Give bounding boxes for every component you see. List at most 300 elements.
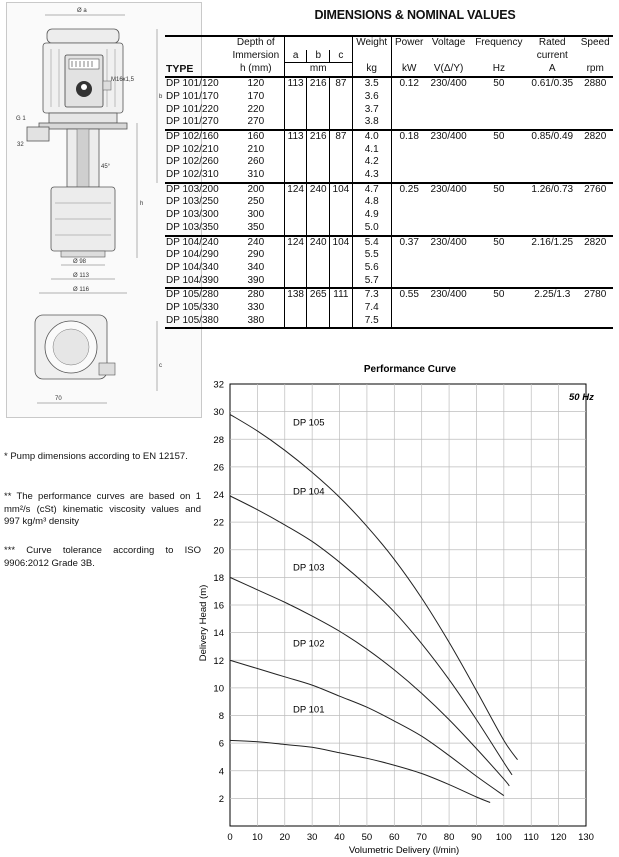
x-tick-label: 50: [361, 832, 373, 843]
speed-cell: 2820: [584, 130, 607, 142]
weight-cell: 4.3: [352, 169, 391, 183]
type-cell: DP 103/200: [166, 183, 219, 195]
b-cell: 240: [307, 183, 330, 197]
c-cell: [330, 275, 353, 289]
speed-cell: [577, 222, 613, 236]
voltage-cell: 230/400: [430, 289, 467, 301]
voltage-cell: [427, 302, 471, 315]
x-axis-label: Volumetric Delivery (l/min): [348, 845, 460, 856]
b-cell: [307, 156, 330, 169]
weight-cell: 7.5: [352, 315, 391, 329]
type-cell: DP 101/170: [166, 90, 219, 102]
type-cell: DP 104/240: [166, 236, 219, 248]
speed-cell: 2820: [584, 236, 607, 248]
y-tick-label: 24: [213, 490, 224, 501]
header-row-3: [165, 63, 613, 77]
a-cell: [284, 315, 307, 329]
c-cell: [330, 262, 353, 275]
b-cell: [307, 249, 330, 262]
power-cell: 0.55: [399, 289, 419, 301]
current-cell: [527, 275, 577, 289]
weight-cell: 7.3: [352, 288, 391, 302]
depth-cell: 210: [228, 144, 285, 157]
weight-cell: 7.4: [352, 302, 391, 315]
weight-cell: 5.0: [352, 222, 391, 236]
power-cell: [391, 275, 426, 289]
type-cell: DP 103/300: [166, 209, 219, 221]
current-cell: 2.25/1.3: [534, 289, 571, 301]
type-cell: DP 102/260: [166, 156, 219, 168]
depth-cell: 310: [228, 169, 285, 183]
depth-header: Depth of: [228, 36, 285, 50]
a-cell: [284, 262, 307, 275]
frequency-cell: [471, 91, 528, 104]
depth-unit: h (mm): [228, 63, 285, 77]
frequency-cell: [471, 275, 528, 289]
voltage-cell: [427, 249, 471, 262]
depth-cell: 170: [228, 91, 285, 104]
speed-header: Speed: [580, 37, 610, 48]
power-cell: [391, 104, 426, 117]
a-cell: [284, 104, 307, 117]
x-tick-label: 110: [523, 832, 539, 843]
speed-unit: rpm: [586, 63, 604, 75]
type-cell: DP 103/250: [166, 196, 219, 208]
thread-label: M16x1,5: [111, 77, 135, 83]
weight-cell: 5.4: [352, 236, 391, 250]
table-row: [165, 196, 613, 209]
current-cell: 1.26/0.73: [531, 183, 574, 195]
y-tick-label: 8: [218, 711, 224, 722]
d116-label: Ø 116: [73, 287, 89, 293]
current-cell: 2.16/1.25: [531, 236, 574, 248]
c-cell: [330, 156, 353, 169]
depth-cell: 200: [228, 183, 285, 197]
a-cell: [284, 302, 307, 315]
y-tick-label: 4: [218, 766, 224, 778]
frequency-annotation: 50 Hz: [569, 392, 594, 403]
speed-cell: [577, 144, 613, 157]
voltage-cell: [427, 262, 471, 275]
current-header-2: current: [536, 49, 568, 61]
voltage-cell: [427, 116, 471, 130]
frequency-cell: 50: [493, 289, 505, 301]
frequency-cell: [471, 196, 528, 209]
power-cell: 0.25: [399, 183, 419, 195]
current-header: Rated: [538, 37, 566, 48]
a-cell: [284, 156, 307, 169]
speed-cell: [577, 302, 613, 315]
c-cell: [330, 144, 353, 157]
power-cell: [391, 302, 426, 315]
table-row: [165, 315, 613, 329]
series-label: DP 103: [292, 562, 325, 574]
power-cell: [391, 222, 426, 236]
dim-a-label: Ø a: [77, 8, 87, 14]
b-cell: [307, 169, 330, 183]
current-cell: [527, 209, 577, 222]
x-tick-label: 30: [306, 832, 318, 843]
c-cell: [330, 91, 353, 104]
g-label: G 1: [16, 116, 26, 122]
table-row: [165, 222, 613, 236]
x-tick-label: 100: [495, 832, 512, 843]
b-cell: 265: [307, 288, 330, 302]
table-row: [165, 169, 613, 183]
series-line-dp-104: [230, 496, 512, 775]
speed-cell: 2760: [584, 183, 607, 195]
depth-cell: 380: [228, 315, 285, 329]
table-row: [165, 262, 613, 275]
c-cell: [330, 209, 353, 222]
dim-h-label: h: [140, 201, 144, 207]
y-tick-label: 2: [218, 793, 224, 805]
current-cell: [527, 91, 577, 104]
weight-cell: 4.2: [352, 156, 391, 169]
performance-chart: [196, 360, 616, 857]
a-cell: [284, 196, 307, 209]
weight-cell: 3.7: [352, 104, 391, 117]
power-cell: 0.18: [399, 130, 419, 142]
speed-cell: [577, 116, 613, 130]
c-cell: 104: [330, 183, 353, 197]
current-cell: [527, 262, 577, 275]
weight-cell: 5.5: [352, 249, 391, 262]
depth-cell: 250: [228, 196, 285, 209]
table-row: [165, 144, 613, 157]
y-tick-label: 16: [213, 600, 224, 612]
frequency-unit: Hz: [492, 63, 505, 75]
c-cell: 87: [330, 77, 353, 91]
depth-cell: 290: [228, 249, 285, 262]
c-cell: [330, 302, 353, 315]
weight-cell: 3.6: [352, 91, 391, 104]
voltage-cell: 230/400: [430, 183, 467, 195]
speed-cell: [577, 169, 613, 183]
series-label: DP 101: [292, 704, 325, 716]
y-tick-label: 14: [213, 628, 224, 640]
c-cell: [330, 196, 353, 209]
power-cell: [391, 169, 426, 183]
weight-cell: 4.8: [352, 196, 391, 209]
current-cell: [527, 222, 577, 236]
b-cell: [307, 262, 330, 275]
table-row: [165, 236, 613, 250]
table-row: [165, 77, 613, 91]
type-cell: DP 104/290: [166, 249, 219, 261]
voltage-cell: [427, 209, 471, 222]
c-cell: [330, 104, 353, 117]
series-label: DP 105: [292, 417, 325, 429]
depth-cell: 280: [228, 288, 285, 302]
c-cell: 111: [330, 288, 353, 302]
b-cell: 240: [307, 236, 330, 250]
discharge-outlet: [27, 127, 49, 141]
weight-cell: 4.9: [352, 209, 391, 222]
x-tick-label: 0: [227, 832, 233, 843]
voltage-cell: [427, 156, 471, 169]
x-tick-label: 120: [550, 832, 567, 843]
c-header: c: [330, 50, 353, 63]
current-cell: [527, 156, 577, 169]
type-cell: DP 102/210: [166, 143, 219, 155]
frequency-cell: [471, 209, 528, 222]
page-title: DIMENSIONS & NOMINAL VALUES: [314, 8, 516, 22]
weight-cell: 4.0: [352, 130, 391, 144]
speed-cell: [577, 156, 613, 169]
frequency-cell: [471, 222, 528, 236]
a-cell: [284, 222, 307, 236]
type-cell: DP 101/120: [166, 78, 219, 90]
weight-unit: kg: [352, 63, 391, 77]
speed-cell: [577, 315, 613, 329]
voltage-cell: [427, 91, 471, 104]
y-tick-label: 12: [213, 655, 224, 667]
a-cell: 124: [284, 183, 307, 197]
a-cell: 124: [284, 236, 307, 250]
speed-cell: 2780: [584, 289, 607, 301]
type-cell: DP 102/310: [166, 169, 219, 181]
table-row: [165, 288, 613, 302]
header-row-1: [165, 36, 613, 50]
power-cell: [391, 209, 426, 222]
c-cell: 104: [330, 236, 353, 250]
a-cell: 138: [284, 288, 307, 302]
depth-cell: 350: [228, 222, 285, 236]
y-axis-label: Delivery Head (m): [198, 584, 209, 662]
a-cell: [284, 275, 307, 289]
table-row: [165, 116, 613, 130]
depth-cell: 300: [228, 209, 285, 222]
speed-cell: [577, 91, 613, 104]
weight-cell: 4.7: [352, 183, 391, 197]
a-cell: 113: [284, 130, 307, 144]
b-cell: 216: [307, 130, 330, 144]
type-cell: DP 103/350: [166, 221, 219, 233]
frequency-cell: 50: [493, 236, 505, 248]
power-cell: [391, 91, 426, 104]
current-cell: [527, 169, 577, 183]
power-cell: [391, 249, 426, 262]
frequency-cell: [471, 104, 528, 117]
speed-cell: 2880: [584, 78, 607, 90]
speed-cell: [577, 196, 613, 209]
voltage-cell: 230/400: [430, 130, 467, 142]
depth-cell: 120: [228, 77, 285, 91]
c-cell: [330, 222, 353, 236]
voltage-cell: 230/400: [430, 78, 467, 90]
frequency-header: Frequency: [475, 37, 523, 48]
current-cell: [527, 196, 577, 209]
spec-table-body: [165, 77, 613, 328]
a-cell: [284, 91, 307, 104]
b-header: b: [307, 50, 330, 63]
power-cell: 0.37: [399, 236, 419, 248]
depth-cell: 340: [228, 262, 285, 275]
series-label: DP 102: [292, 638, 325, 650]
frequency-cell: [471, 144, 528, 157]
voltage-unit: V(Δ/Y): [433, 63, 464, 75]
x-tick-label: 70: [416, 832, 427, 843]
current-cell: [527, 302, 577, 315]
type-cell: DP 102/160: [166, 130, 219, 142]
frequency-cell: [471, 262, 528, 275]
table-row: [165, 249, 613, 262]
c-cell: [330, 116, 353, 130]
note-tolerance: *** Curve tolerance according to ISO 9906:2012 Grade 3B.: [4, 545, 201, 569]
a-cell: [284, 169, 307, 183]
b-cell: [307, 315, 330, 329]
a-header: a: [284, 50, 307, 63]
current-cell: [527, 116, 577, 130]
depth-cell: 330: [228, 302, 285, 315]
current-cell: 0.61/0.35: [531, 78, 574, 90]
current-cell: [527, 315, 577, 329]
current-cell: [527, 249, 577, 262]
x-tick-label: 90: [471, 832, 482, 843]
c-cell: [330, 169, 353, 183]
voltage-cell: [427, 315, 471, 329]
power-cell: [391, 262, 426, 275]
weight-cell: 3.5: [352, 77, 391, 91]
d70-label: 70: [55, 396, 62, 402]
mounting-flange: [39, 123, 127, 129]
depth-cell: 390: [228, 275, 285, 289]
d45-label: 45°: [101, 164, 111, 170]
x-tick-label: 20: [279, 832, 291, 843]
frequency-cell: [471, 302, 528, 315]
chart-grid: [230, 384, 586, 826]
speed-cell: [577, 104, 613, 117]
a-cell: 113: [284, 77, 307, 91]
current-unit: A: [548, 63, 556, 75]
depth-cell: 160: [228, 130, 285, 144]
voltage-cell: [427, 275, 471, 289]
a-cell: [284, 249, 307, 262]
motor-cap: [47, 29, 119, 43]
a-cell: [284, 116, 307, 130]
depth-header-2: Immersion: [228, 50, 285, 63]
frequency-cell: 50: [493, 78, 505, 90]
table-row: [165, 130, 613, 144]
dim-b-label: b: [159, 94, 163, 100]
type-cell: DP 105/280: [166, 289, 219, 301]
x-tick-label: 60: [389, 832, 400, 843]
y-tick-label: 32: [213, 379, 224, 391]
c-cell: 87: [330, 130, 353, 144]
y-tick-label: 26: [213, 462, 224, 474]
current-cell: [527, 104, 577, 117]
voltage-cell: [427, 222, 471, 236]
voltage-cell: 230/400: [430, 236, 467, 248]
x-tick-label: 130: [578, 832, 594, 843]
series-label: DP 104: [292, 486, 325, 498]
y-tick-label: 20: [213, 545, 224, 557]
weight-cell: 5.7: [352, 275, 391, 289]
x-tick-label: 10: [252, 832, 263, 843]
cable-gland: [103, 81, 111, 90]
frequency-cell: [471, 116, 528, 130]
power-header: Power: [395, 37, 424, 48]
c-cell: [330, 249, 353, 262]
power-cell: [391, 116, 426, 130]
note-viscosity: ** The performance curves are based on 1 mm²/s (cSt) kinematic viscosity values and 997 kg/m³ density: [4, 491, 201, 527]
b-cell: [307, 91, 330, 104]
c-cell: [330, 315, 353, 329]
type-header: TYPE: [166, 63, 194, 76]
speed-cell: [577, 262, 613, 275]
speed-cell: [577, 275, 613, 289]
table-row: [165, 183, 613, 197]
table-row: [165, 156, 613, 169]
frequency-cell: [471, 156, 528, 169]
current-cell: [527, 144, 577, 157]
speed-cell: [577, 249, 613, 262]
weight-cell: 4.1: [352, 144, 391, 157]
voltage-cell: [427, 169, 471, 183]
frequency-cell: 50: [493, 130, 505, 142]
power-unit: kW: [401, 63, 417, 75]
x-tick-label: 40: [334, 832, 345, 843]
type-cell: DP 101/270: [166, 116, 219, 128]
d113-label: Ø 113: [73, 273, 89, 279]
header-row-2: [165, 50, 613, 63]
note-dimensions: * Pump dimensions according to EN 12157.: [4, 451, 188, 462]
table-row: [165, 104, 613, 117]
a-cell: [284, 144, 307, 157]
frequency-cell: [471, 315, 528, 329]
table-row: [165, 275, 613, 289]
table-row: [165, 209, 613, 222]
series-line-dp-101: [230, 740, 490, 802]
frequency-cell: [471, 169, 528, 183]
power-cell: 0.12: [399, 78, 419, 90]
series-line-dp-103: [230, 577, 509, 786]
y-tick-label: 22: [213, 517, 224, 529]
b-cell: [307, 116, 330, 130]
type-cell: DP 104/340: [166, 261, 219, 273]
type-cell: DP 104/390: [166, 274, 219, 286]
power-cell: [391, 156, 426, 169]
power-cell: [391, 144, 426, 157]
y-tick-label: 30: [213, 407, 224, 419]
power-cell: [391, 315, 426, 329]
voltage-cell: [427, 104, 471, 117]
frequency-cell: 50: [493, 183, 505, 195]
d32-label: 32: [17, 142, 24, 148]
type-cell: DP 101/220: [166, 103, 219, 115]
type-cell: DP 105/380: [166, 314, 219, 326]
voltage-cell: [427, 196, 471, 209]
weight-header: Weight: [352, 36, 391, 50]
type-cell: DP 105/330: [166, 302, 219, 314]
weight-cell: 5.6: [352, 262, 391, 275]
suction-inlet: [61, 251, 105, 257]
b-cell: [307, 209, 330, 222]
dim-unit: mm: [284, 63, 352, 77]
b-cell: [307, 222, 330, 236]
y-tick-label: 18: [213, 572, 224, 584]
spec-table: [165, 35, 613, 329]
b-cell: [307, 144, 330, 157]
y-tick-label: 6: [218, 738, 224, 750]
chart-curves: [230, 414, 518, 802]
voltage-cell: [427, 144, 471, 157]
b-cell: [307, 302, 330, 315]
b-cell: 216: [307, 77, 330, 91]
series-line-dp-105: [230, 414, 518, 759]
chart-ticks: [213, 380, 594, 844]
